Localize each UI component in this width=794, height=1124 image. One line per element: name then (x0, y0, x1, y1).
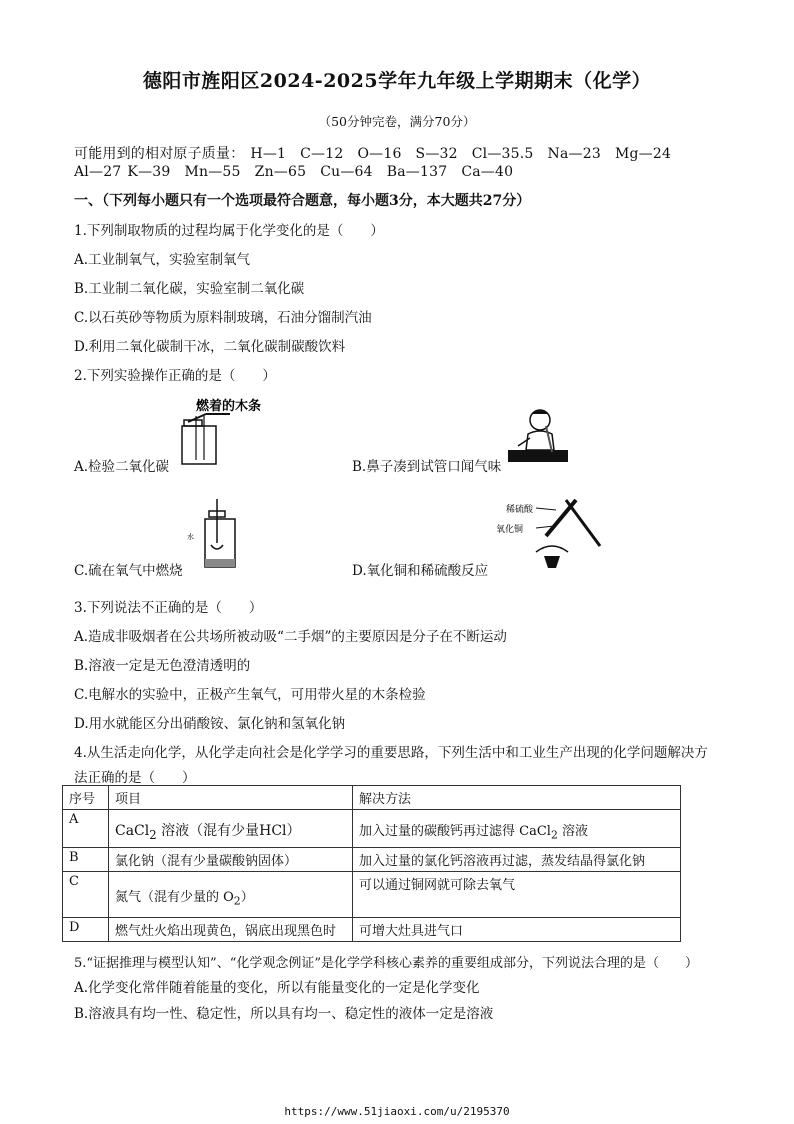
question-2-option-a: A.检验二氧化碳 (74, 459, 170, 475)
atomic-masses-row1: 可能用到的相对原子质量： H—1 C—12 O—16 S—32 Cl—35.5 Na—23 Mg—24 (74, 143, 685, 163)
page-title: 德阳市旌阳区2024-2025学年九年级上学期期末（化学） (142, 70, 652, 92)
question-3-option-b: B.溶液一定是无色澄清透明的 (74, 658, 251, 674)
section-heading: 一、（下列每小题只有一个选项最符合题意，每小题3分，本大题共27分） (74, 193, 531, 209)
figure-d-acid-label: 稀硫酸 (506, 505, 534, 515)
question-2-option-d: D.氧化铜和稀硫酸反应 (352, 563, 489, 579)
table-header-method: 解决方法 (353, 786, 681, 810)
figure-c-label: 水 (187, 533, 194, 541)
question-1-option-a: A.工业制氧气，实验室制氧气 (74, 252, 251, 268)
table-row: A CaCl$_2$ 溶液（混有少量HCl） 加入过量的碳酸钙再过滤得 CaCl$_2$ 溶液 (63, 810, 681, 848)
footer-url[interactable]: https://www.51jiaoxi.com/u/2195370 (284, 1105, 510, 1118)
figure-c-sulfur-burning (185, 497, 249, 571)
question-5-stem: 5.“证据推理与模型认知”、“化学观念例证”是化学学科核心素养的重要组成部分，下列说法合理的是（ ） (74, 956, 698, 971)
table-header-num: 序号 (63, 786, 109, 810)
question-4-table (62, 785, 681, 942)
question-3-stem: 3.下列说法不正确的是（ ） (74, 600, 263, 616)
question-1-option-b: B.工业制二氧化碳，实验室制二氧化碳 (74, 281, 305, 297)
question-5-option-b: B.溶液具有均一性、稳定性，所以具有均一、稳定性的液体一定是溶液 (74, 1006, 494, 1022)
table-row: C 氮气（混有少量的 $O_2$） 可以通过铜网就可除去氧气 (63, 872, 681, 918)
question-4-stem-line2: 法正确的是（ ） (74, 770, 196, 786)
table-row: B 氯化钠（混有少量碳酸钠固体） 加入过量的氯化钙溶液再过滤，蒸发结晶得氯化钠 (63, 848, 681, 872)
question-1-stem: 1.下列制取物质的过程均属于化学变化的是（ ） (74, 223, 384, 239)
page-subtitle: （50分钟完卷，满分70分） (318, 114, 476, 129)
figure-b-smell-test (508, 404, 568, 466)
question-1-option-c: C.以石英砂等物质为原料制玻璃，石油分馏制汽油 (74, 310, 372, 326)
table-header-row (63, 786, 681, 810)
figure-d-oxide-label: 氧化铜 (496, 525, 524, 535)
figure-a-label: 燃着的木条 (196, 399, 262, 414)
question-4-stem-line1: 4.从生活走向化学，从化学走向社会是化学学习的重要思路，下列生活中和工业生产出现的化学问题解决方 (74, 745, 708, 761)
question-3-option-d: D.用水就能区分出硝酸铵、氯化钠和氢氧化钠 (74, 716, 346, 732)
figure-d-acid-reaction (490, 496, 610, 572)
question-2-option-c: C.硫在氧气中燃烧 (74, 563, 183, 579)
atomic-masses-row2: Al—27 K—39 Mn—55 Zn—65 Cu—64 Ba—137 Ca—40 (74, 164, 514, 180)
question-3-option-c: C.电解水的实验中，正极产生氧气，可用带火星的木条检验 (74, 687, 426, 703)
table-row: D 燃气灶火焰出现黄色，锅底出现黑色时 可增大灶具进气口 (63, 918, 681, 942)
atomic-masses-label: 可能用到的相对原子质量： (74, 146, 245, 162)
question-2-stem: 2.下列实验操作正确的是（ ） (74, 368, 276, 384)
question-3-option-a: A.造成非吸烟者在公共场所被动吸“二手烟”的主要原因是分子在不断运动 (74, 629, 507, 645)
question-1-option-d: D.利用二氧化碳制干冰，二氧化碳制碳酸饮料 (74, 339, 346, 355)
question-5-option-a: A.化学变化常伴随着能量的变化，所以有能量变化的一定是化学变化 (74, 980, 480, 996)
figure-a-gas-bottle (170, 392, 280, 472)
table-header-item: 项目 (109, 786, 353, 810)
question-2-option-b: B.鼻子凑到试管口闻气味 (352, 459, 502, 475)
